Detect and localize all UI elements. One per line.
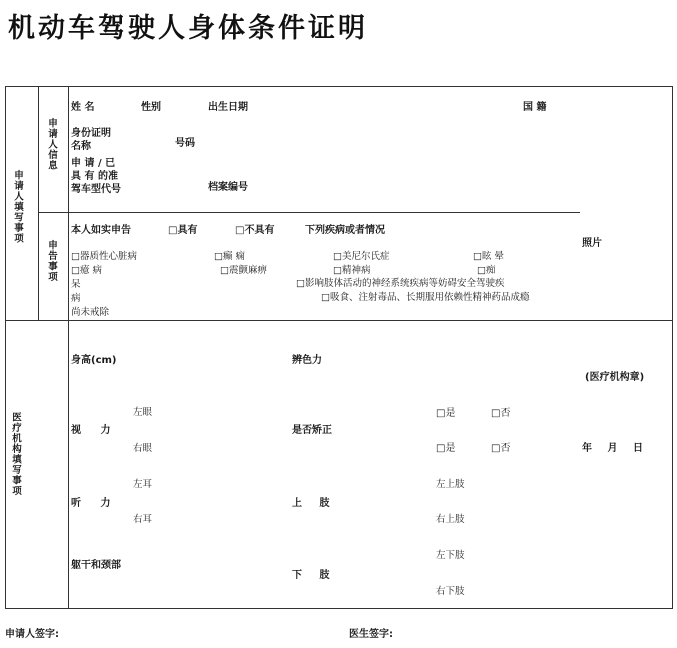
license-type-label: 申 请 / 已 具 有 的准驾车型代号 xyxy=(71,158,121,195)
right-lower-limb-label: 右下肢 xyxy=(436,586,465,597)
file-number-label: 档案编号 xyxy=(208,182,248,193)
declaration-suffix: 下列疾病或者情况 xyxy=(305,225,385,236)
color-vision-label: 辨色力 xyxy=(292,355,322,366)
applicant-section-label: 申请人填写事项 xyxy=(12,170,23,244)
photo-label: 照片 xyxy=(582,238,602,249)
name-label: 姓 名 xyxy=(71,102,95,113)
left-upper-limb-label: 左上肢 xyxy=(436,479,465,490)
checkbox-hysteria[interactable]: □癔 病 xyxy=(71,265,102,276)
id-document-label: 身份证明名称 xyxy=(71,128,111,152)
left-eye-corrected-yes[interactable]: □是 xyxy=(436,408,456,419)
checkbox-neuro-disease[interactable]: □影响肢体活动的神经系统疾病等妨碍安全驾驶疾 xyxy=(296,278,505,289)
applicant-signature-label: 申请人签字: xyxy=(5,629,59,640)
drug-addiction-continuation: 尚未戒除 xyxy=(71,307,110,318)
checkbox-mental-illness[interactable]: □精神病 xyxy=(333,265,371,276)
upper-limbs-label: 上 肢 xyxy=(292,498,330,509)
height-label: 身高(cm) xyxy=(71,355,117,366)
right-ear-label: 右耳 xyxy=(133,514,153,525)
left-eye-label: 左眼 xyxy=(133,407,153,418)
declaration-prompt: 本人如实申告 xyxy=(71,225,131,236)
divider xyxy=(38,86,39,320)
applicant-info-label: 申请人信息 xyxy=(46,118,57,171)
dementia-continuation: 呆 xyxy=(71,279,81,290)
checkbox-drug-addiction[interactable]: □吸食、注射毒品、长期服用依赖性精神药品成瘾 xyxy=(321,292,530,303)
left-ear-label: 左耳 xyxy=(133,479,153,490)
right-eye-label: 右眼 xyxy=(133,443,153,454)
declaration-option-yes[interactable]: □具有 xyxy=(168,225,198,236)
page-title: 机动车驾驶人身体条件证明 xyxy=(8,13,368,44)
corrected-label: 是否矫正 xyxy=(292,425,332,436)
right-upper-limb-label: 右上肢 xyxy=(436,514,465,525)
gender-label: 性别 xyxy=(141,102,161,113)
declaration-label: 申告事项 xyxy=(46,240,57,282)
vision-label: 视 力 xyxy=(71,425,111,436)
checkbox-epilepsy[interactable]: □癫 痫 xyxy=(214,251,245,262)
hearing-label: 听 力 xyxy=(71,498,111,509)
right-eye-corrected-no[interactable]: □否 xyxy=(491,443,511,454)
checkbox-vertigo[interactable]: □眩 晕 xyxy=(473,251,504,262)
date-label: 年 月 日 xyxy=(582,443,643,454)
neuro-disease-continuation: 病 xyxy=(71,293,81,304)
checkbox-dementia[interactable]: □痴 xyxy=(477,265,496,276)
checkbox-paralysis-agitans[interactable]: □震颤麻痹 xyxy=(220,265,267,276)
birth-date-label: 出生日期 xyxy=(208,102,248,113)
medical-section-label: 医疗机构填写事项 xyxy=(10,412,21,496)
institution-seal-label: (医疗机构章) xyxy=(585,372,645,383)
declaration-option-no[interactable]: □不具有 xyxy=(235,225,275,236)
right-eye-corrected-yes[interactable]: □是 xyxy=(436,443,456,454)
left-lower-limb-label: 左下肢 xyxy=(436,550,465,561)
left-eye-corrected-no[interactable]: □否 xyxy=(491,408,511,419)
id-number-label: 号码 xyxy=(175,138,195,149)
divider xyxy=(68,86,69,608)
checkbox-meniere[interactable]: □美尼尔氏症 xyxy=(333,251,390,262)
doctor-signature-label: 医生签字: xyxy=(349,629,393,640)
nationality-label: 国 籍 xyxy=(523,102,547,113)
trunk-neck-label: 躯干和颈部 xyxy=(71,560,121,571)
divider xyxy=(5,320,672,321)
divider xyxy=(38,212,580,213)
lower-limbs-label: 下 肢 xyxy=(292,570,330,581)
checkbox-heart-disease[interactable]: □器质性心脏病 xyxy=(71,251,137,262)
